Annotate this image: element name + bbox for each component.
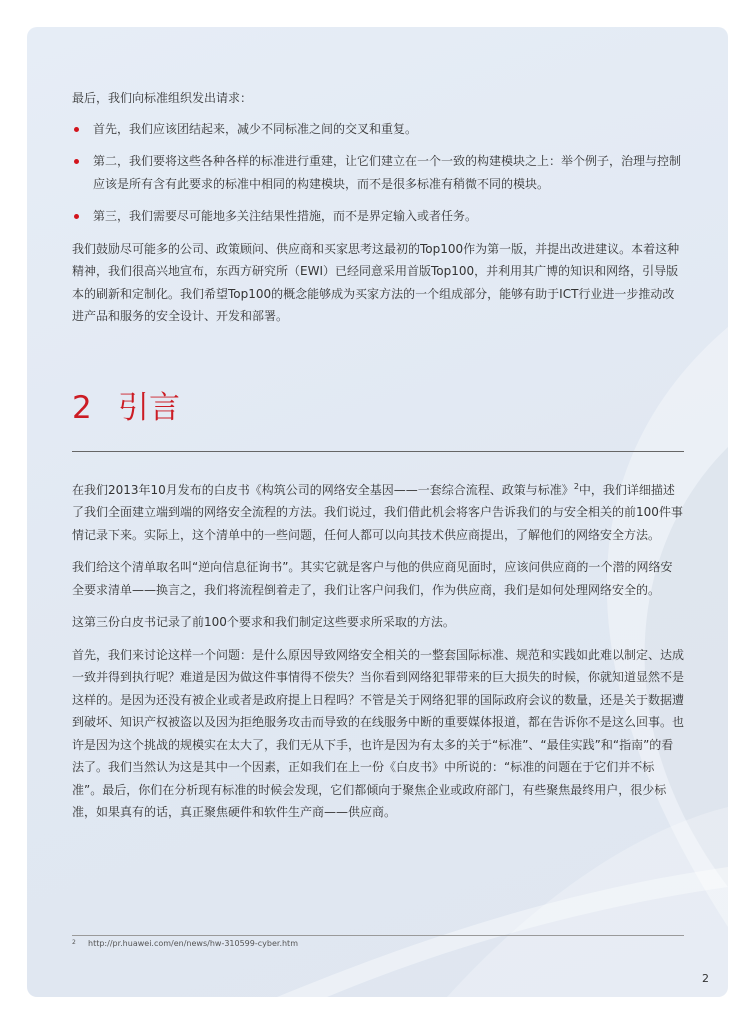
list-item <box>72 118 684 141</box>
page-card <box>27 27 728 997</box>
footnote-link[interactable]: http://pr.huawei.com/en/news/hw-310599-cyber.htm <box>88 939 298 948</box>
footnote-divider <box>72 935 684 936</box>
section-divider <box>72 451 684 452</box>
section-heading <box>72 388 684 428</box>
body-text: 中，我们详细描述了我们全面建立端到端的网络安全流程的方法。我们说过，我们借此机会将客户告诉我们的与安全相关的前100件事情记录下来。实际上，这个清单中的一些问题，任何人都可以向其技术供应商提出，了解他们的网络安全方法。 <box>72 482 683 542</box>
body-paragraph: 这第三份白皮书记录了前100个要求和我们制定这些要求所采取的方法。 <box>72 615 455 629</box>
body-paragraph: 首先，我们来讨论这样一个问题：是什么原因导致网络安全相关的一整套国际标准、规范和实践如此难以制定、达成一致并得到执行呢？难道是因为做这件事情得不偿失？当你看到网络犯罪带来的巨大损失的时候，你就知道显然不是这样的。是因为还没有被企业或者是政府提上日程吗？不管是关于网络犯罪的国际政府会议的数量，还是关于数据遭到破坏、知识产权被盗以及因为拒绝服务攻击而导致的在线服务中断的重要媒体报道，都在告诉你不是这么回事。也许是因为这个挑战的规模实在太大了，我们无从下手，也许是因为有太多的关于“标准”、“最佳实践”和“指南”的看法了。我们当然认为这是其中一个因素，正如我们在上一份《白皮书》中所说的：“标准的问题在于它们并不标准”。最后，你们在分析现有标准的时候会发现，它们都倾向于聚焦企业或政府部门，有些聚焦最终用户，很少标准，如果真有的话，真正聚焦硬件和软件生产商——供应商。 <box>72 647 685 819</box>
footnote-mark: 2 <box>72 939 76 946</box>
list-item <box>72 205 684 228</box>
list-item-text: 第二，我们要将这些各种各样的标准进行重建，让它们建立在一个一致的构建模块之上：举个例子，治理与控制应该是所有含有此要求的标准中相同的构建模块，而不是很多标准有稍微不同的模块。 <box>93 154 682 191</box>
bullet-icon <box>74 214 79 219</box>
request-list <box>72 118 684 228</box>
bullet-icon <box>74 159 79 164</box>
list-item <box>72 150 684 195</box>
section-title: 引言 <box>118 389 180 426</box>
section-number: 2 <box>72 389 92 426</box>
page-number: 2 <box>702 972 709 985</box>
list-item-text: 首先，我们应该团结起来，减少不同标准之间的交叉和重复。 <box>93 121 418 136</box>
footnote <box>72 939 298 948</box>
body-text: 在我们2013年10月发布的白皮书《构筑公司的网络安全基因——一套综合流程、政策与标准》 <box>72 482 574 497</box>
body-paragraph <box>72 476 684 547</box>
footnote-reference[interactable]: 2 <box>573 481 579 491</box>
intro-paragraph: 最后，我们向标准组织发出请求： <box>72 91 253 105</box>
list-item-text: 第三，我们需要尽可能地多关注结果性措施，而不是界定输入或者任务。 <box>93 209 478 223</box>
bullet-icon <box>74 127 79 132</box>
body-paragraph: 我们给这个清单取名叫“逆向信息征询书”。其实它就是客户与他的供应商见面时，应该问供应商的一个潜的网络安全要求清单——换言之，我们将流程倒着走了，我们让客户问我们，作为供应商，我们是如何处理网络安全的。 <box>72 560 673 597</box>
document-body <box>72 87 684 834</box>
closing-paragraph: 我们鼓励尽可能多的公司、政策顾问、供应商和买家思考这最初的Top100作为第一版，并提出改进建议。本着这种精神，我们很高兴地宣布，东西方研究所（EWI）已经同意采用首版Top100，并利用其广博的知识和网络，引导版本的刷新和定制化。我们希望Top100的概念能够成为买家方法的一个组成部分，能够有助于ICT行业进一步推动改进产品和服务的安全设计、开发和部署。 <box>72 241 680 323</box>
